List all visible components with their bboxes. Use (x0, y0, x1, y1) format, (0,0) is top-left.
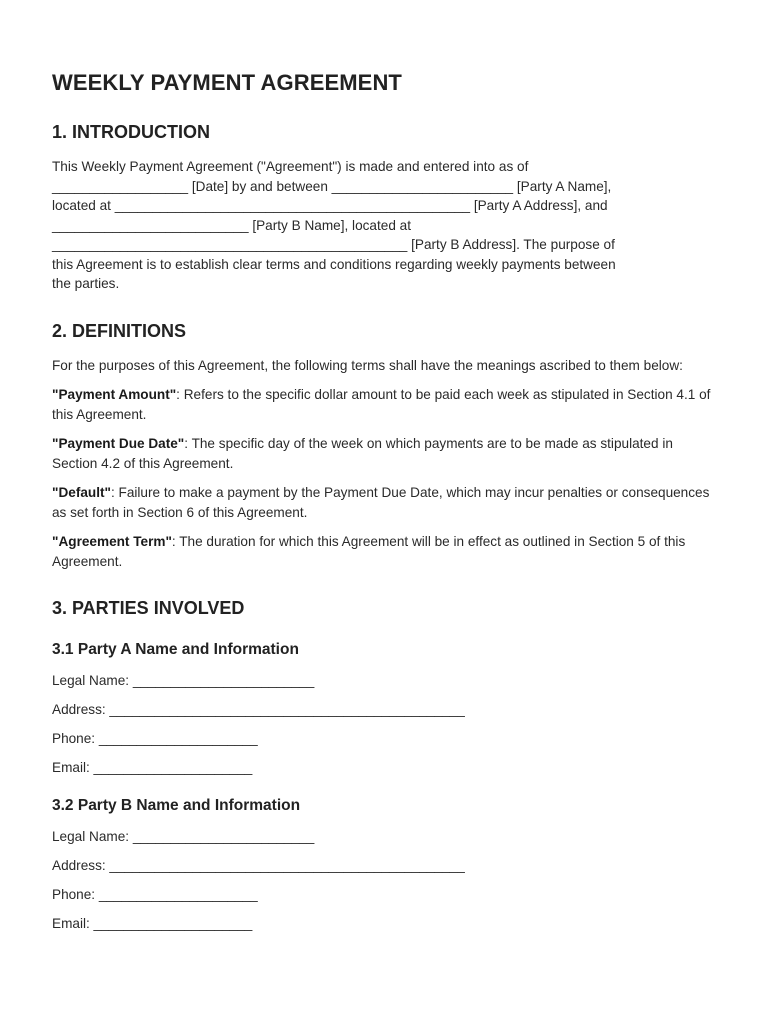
introduction-paragraph (52, 157, 718, 294)
party-b-phone-field[interactable]: Phone: _____________________ (52, 887, 258, 902)
definition-term: "Agreement Term" (52, 534, 172, 549)
definition-item (52, 434, 718, 473)
definition-item (52, 532, 718, 571)
party-a-email-field[interactable]: Email: _____________________ (52, 760, 253, 775)
definition-term: "Default" (52, 485, 111, 500)
definition-text: : The specific day of the week on which payments are to be made as stipulated in Section 4.2 of this Agreement. (52, 436, 673, 471)
introduction-line: _______________________________________________ [Party B Address]. The purpose of (52, 237, 615, 252)
party-b-heading: 3.2 Party B Name and Information (52, 797, 301, 814)
introduction-heading: 1. INTRODUCTION (52, 122, 211, 142)
definitions-section (52, 321, 718, 572)
party-a-phone-field[interactable]: Phone: _____________________ (52, 731, 258, 746)
definition-item (52, 385, 718, 424)
definitions-heading: 2. DEFINITIONS (52, 320, 187, 341)
introduction-line: the parties. (52, 276, 120, 291)
parties-section (52, 598, 718, 933)
introduction-line: located at _______________________________________________ [Party A Address], and (52, 198, 608, 213)
party-b-block (52, 797, 718, 933)
introduction-line: This Weekly Payment Agreement ("Agreement") is made and entered into as of (52, 159, 529, 174)
introduction-section (52, 122, 718, 294)
party-a-legal-name-field[interactable]: Legal Name: ________________________ (52, 673, 315, 688)
party-b-address-field[interactable]: Address: _______________________________________________ (52, 858, 465, 873)
definitions-intro: For the purposes of this Agreement, the following terms shall have the meanings ascribed to them below: (52, 357, 683, 373)
definition-text: : The duration for which this Agreement will be in effect as outlined in Section 5 of this Agreement. (52, 534, 686, 569)
definition-text: : Failure to make a payment by the Payment Due Date, which may incur penalties or consequences as set forth in Section 6 of this Agreement. (52, 485, 710, 520)
definition-term: "Payment Due Date" (52, 436, 185, 451)
introduction-line: __________________________ [Party B Name], located at (52, 217, 412, 233)
party-b-email-field[interactable]: Email: _____________________ (52, 916, 253, 931)
definition-item (52, 483, 718, 522)
party-a-heading: 3.1 Party A Name and Information (52, 641, 299, 658)
parties-heading: 3. PARTIES INVOLVED (52, 598, 245, 618)
definition-term: "Payment Amount" (52, 387, 177, 402)
introduction-line: this Agreement is to establish clear terms and conditions regarding weekly payments between (52, 256, 616, 272)
party-b-legal-name-field[interactable]: Legal Name: ________________________ (52, 829, 315, 844)
party-a-address-field[interactable]: Address: _______________________________________________ (52, 702, 465, 717)
party-a-block (52, 641, 718, 777)
document-title: WEEKLY PAYMENT AGREEMENT (52, 70, 402, 95)
definition-text: : Refers to the specific dollar amount to be paid each week as stipulated in Section 4.1 of this Agreement. (52, 387, 711, 422)
introduction-line: __________________ [Date] by and between ________________________ [Party A Name], (52, 178, 612, 194)
